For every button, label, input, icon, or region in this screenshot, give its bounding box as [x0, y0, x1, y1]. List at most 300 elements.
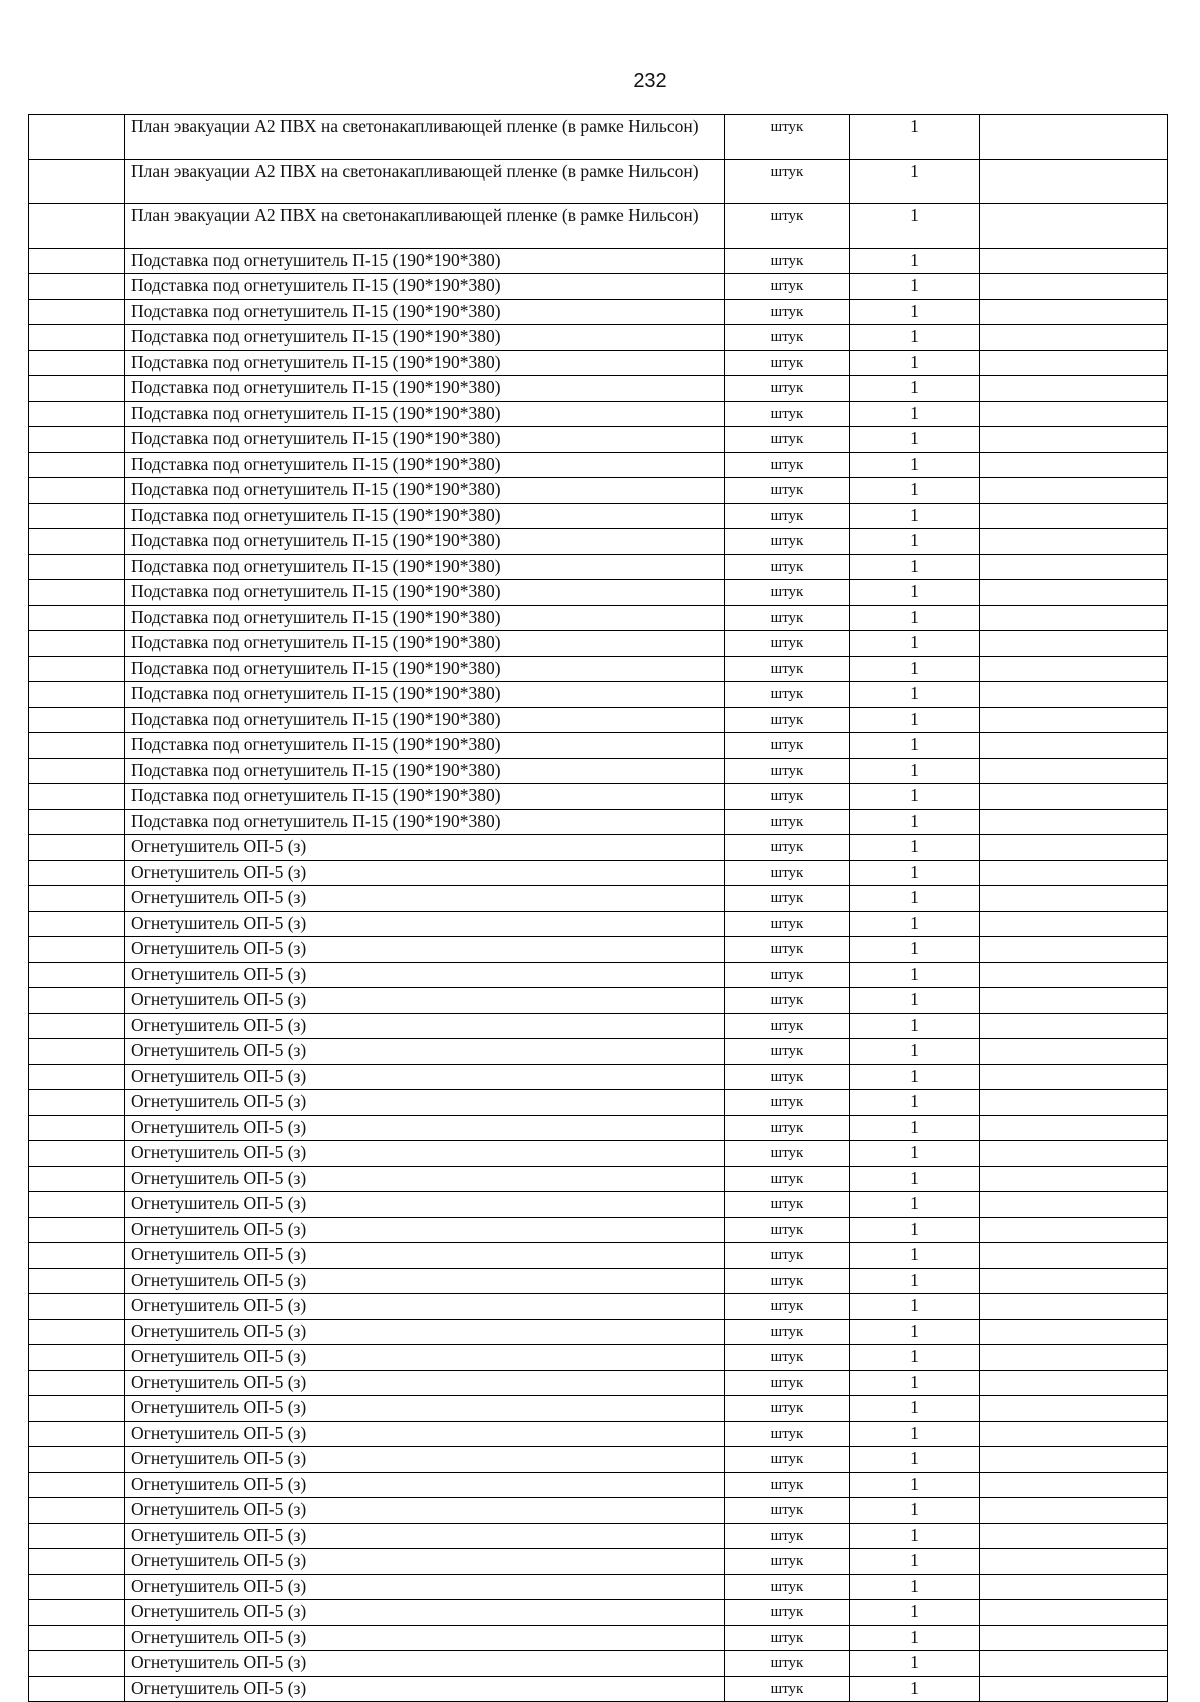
- note-cell: [980, 299, 1168, 325]
- quantity-cell: 1: [850, 605, 980, 631]
- unit-cell: штук: [725, 988, 850, 1014]
- table-row: [29, 1090, 1168, 1116]
- note-cell: [980, 427, 1168, 453]
- row-index-cell: [29, 1421, 125, 1447]
- quantity-cell: 1: [850, 478, 980, 504]
- unit-cell: штук: [725, 1370, 850, 1396]
- row-index-cell: [29, 631, 125, 657]
- note-cell: [980, 1217, 1168, 1243]
- row-index-cell: [29, 1600, 125, 1626]
- item-name-cell: Огнетушитель ОП-5 (з): [125, 937, 725, 963]
- row-index-cell: [29, 682, 125, 708]
- unit-cell: штук: [725, 605, 850, 631]
- item-name-cell: Подставка под огнетушитель П-15 (190*190*380): [125, 656, 725, 682]
- item-name-cell: Огнетушитель ОП-5 (з): [125, 962, 725, 988]
- note-cell: [980, 1498, 1168, 1524]
- item-name-cell: Подставка под огнетушитель П-15 (190*190*380): [125, 631, 725, 657]
- table-row: [29, 1472, 1168, 1498]
- item-name-cell: План эвакуации А2 ПВХ на светонакапливающей пленке (в рамке Нильсон): [125, 204, 725, 249]
- quantity-cell: 1: [850, 1039, 980, 1065]
- note-cell: [980, 682, 1168, 708]
- row-index-cell: [29, 1192, 125, 1218]
- unit-cell: штук: [725, 427, 850, 453]
- item-name-cell: Подставка под огнетушитель П-15 (190*190*380): [125, 707, 725, 733]
- row-index-cell: [29, 809, 125, 835]
- unit-cell: штук: [725, 1421, 850, 1447]
- quantity-cell: 1: [850, 401, 980, 427]
- quantity-cell: 1: [850, 299, 980, 325]
- table-row: [29, 733, 1168, 759]
- item-name-cell: Огнетушитель ОП-5 (з): [125, 1370, 725, 1396]
- unit-cell: штук: [725, 554, 850, 580]
- row-index-cell: [29, 1294, 125, 1320]
- item-name-cell: Подставка под огнетушитель П-15 (190*190*380): [125, 529, 725, 555]
- table-row: [29, 656, 1168, 682]
- note-cell: [980, 115, 1168, 160]
- note-cell: [980, 1243, 1168, 1269]
- table-row: [29, 1523, 1168, 1549]
- row-index-cell: [29, 115, 125, 160]
- quantity-cell: 1: [850, 529, 980, 555]
- item-name-cell: Огнетушитель ОП-5 (з): [125, 1166, 725, 1192]
- table-row: [29, 784, 1168, 810]
- table-row: [29, 1243, 1168, 1269]
- quantity-cell: 1: [850, 1676, 980, 1702]
- note-cell: [980, 1472, 1168, 1498]
- note-cell: [980, 707, 1168, 733]
- item-name-cell: Огнетушитель ОП-5 (з): [125, 911, 725, 937]
- unit-cell: штук: [725, 835, 850, 861]
- item-name-cell: Огнетушитель ОП-5 (з): [125, 1217, 725, 1243]
- quantity-cell: 1: [850, 503, 980, 529]
- unit-cell: штук: [725, 631, 850, 657]
- quantity-cell: 1: [850, 1090, 980, 1116]
- note-cell: [980, 1115, 1168, 1141]
- quantity-cell: 1: [850, 1319, 980, 1345]
- unit-cell: штук: [725, 159, 850, 204]
- table-row: [29, 886, 1168, 912]
- row-index-cell: [29, 580, 125, 606]
- row-index-cell: [29, 733, 125, 759]
- note-cell: [980, 554, 1168, 580]
- table-row: [29, 1064, 1168, 1090]
- table-row: [29, 1447, 1168, 1473]
- note-cell: [980, 1268, 1168, 1294]
- row-index-cell: [29, 962, 125, 988]
- item-name-cell: Подставка под огнетушитель П-15 (190*190*380): [125, 580, 725, 606]
- row-index-cell: [29, 1549, 125, 1575]
- item-name-cell: Огнетушитель ОП-5 (з): [125, 988, 725, 1014]
- item-name-cell: Огнетушитель ОП-5 (з): [125, 1115, 725, 1141]
- table-row: [29, 1039, 1168, 1065]
- table-row: [29, 1498, 1168, 1524]
- item-name-cell: Огнетушитель ОП-5 (з): [125, 1064, 725, 1090]
- unit-cell: штук: [725, 962, 850, 988]
- row-index-cell: [29, 911, 125, 937]
- row-index-cell: [29, 835, 125, 861]
- quantity-cell: 1: [850, 248, 980, 274]
- unit-cell: штук: [725, 911, 850, 937]
- unit-cell: штук: [725, 1319, 850, 1345]
- quantity-cell: 1: [850, 1600, 980, 1626]
- note-cell: [980, 274, 1168, 300]
- unit-cell: штук: [725, 1141, 850, 1167]
- quantity-cell: 1: [850, 1294, 980, 1320]
- item-name-cell: Огнетушитель ОП-5 (з): [125, 1345, 725, 1371]
- unit-cell: штук: [725, 274, 850, 300]
- quantity-cell: 1: [850, 1141, 980, 1167]
- row-index-cell: [29, 937, 125, 963]
- row-index-cell: [29, 554, 125, 580]
- note-cell: [980, 886, 1168, 912]
- quantity-cell: 1: [850, 204, 980, 249]
- quantity-cell: 1: [850, 427, 980, 453]
- note-cell: [980, 1090, 1168, 1116]
- table-row: [29, 1396, 1168, 1422]
- quantity-cell: 1: [850, 631, 980, 657]
- item-name-cell: Подставка под огнетушитель П-15 (190*190*380): [125, 376, 725, 402]
- item-name-cell: Подставка под огнетушитель П-15 (190*190*380): [125, 325, 725, 351]
- item-name-cell: Подставка под огнетушитель П-15 (190*190*380): [125, 248, 725, 274]
- quantity-cell: 1: [850, 1396, 980, 1422]
- table-row: [29, 401, 1168, 427]
- row-index-cell: [29, 1574, 125, 1600]
- row-index-cell: [29, 1345, 125, 1371]
- note-cell: [980, 758, 1168, 784]
- table-row: [29, 1421, 1168, 1447]
- note-cell: [980, 350, 1168, 376]
- row-index-cell: [29, 605, 125, 631]
- unit-cell: штук: [725, 1345, 850, 1371]
- item-name-cell: Огнетушитель ОП-5 (з): [125, 1498, 725, 1524]
- table-row: [29, 682, 1168, 708]
- row-index-cell: [29, 1243, 125, 1269]
- note-cell: [980, 1166, 1168, 1192]
- unit-cell: штук: [725, 376, 850, 402]
- unit-cell: штук: [725, 1166, 850, 1192]
- table-row: [29, 115, 1168, 160]
- item-name-cell: Огнетушитель ОП-5 (з): [125, 1192, 725, 1218]
- item-name-cell: План эвакуации А2 ПВХ на светонакапливающей пленке (в рамке Нильсон): [125, 159, 725, 204]
- quantity-cell: 1: [850, 115, 980, 160]
- item-name-cell: Подставка под огнетушитель П-15 (190*190*380): [125, 733, 725, 759]
- quantity-cell: 1: [850, 937, 980, 963]
- quantity-cell: 1: [850, 911, 980, 937]
- item-name-cell: Огнетушитель ОП-5 (з): [125, 1268, 725, 1294]
- table-row: [29, 1115, 1168, 1141]
- quantity-cell: 1: [850, 1549, 980, 1575]
- table-row: [29, 159, 1168, 204]
- table-row: [29, 299, 1168, 325]
- table-row: [29, 1600, 1168, 1626]
- row-index-cell: [29, 478, 125, 504]
- row-index-cell: [29, 1370, 125, 1396]
- quantity-cell: 1: [850, 1192, 980, 1218]
- item-name-cell: Подставка под огнетушитель П-15 (190*190*380): [125, 452, 725, 478]
- note-cell: [980, 1549, 1168, 1575]
- quantity-cell: 1: [850, 1268, 980, 1294]
- quantity-cell: 1: [850, 554, 980, 580]
- unit-cell: штук: [725, 682, 850, 708]
- quantity-cell: 1: [850, 835, 980, 861]
- row-index-cell: [29, 427, 125, 453]
- unit-cell: штук: [725, 1447, 850, 1473]
- row-index-cell: [29, 299, 125, 325]
- quantity-cell: 1: [850, 1064, 980, 1090]
- item-name-cell: Огнетушитель ОП-5 (з): [125, 1396, 725, 1422]
- note-cell: [980, 1447, 1168, 1473]
- note-cell: [980, 325, 1168, 351]
- table-row: [29, 1319, 1168, 1345]
- table-row: [29, 452, 1168, 478]
- unit-cell: штук: [725, 1498, 850, 1524]
- quantity-cell: 1: [850, 886, 980, 912]
- unit-cell: штук: [725, 1294, 850, 1320]
- note-cell: [980, 1039, 1168, 1065]
- item-name-cell: Подставка под огнетушитель П-15 (190*190*380): [125, 427, 725, 453]
- row-index-cell: [29, 529, 125, 555]
- unit-cell: штук: [725, 1600, 850, 1626]
- item-name-cell: Подставка под огнетушитель П-15 (190*190*380): [125, 503, 725, 529]
- row-index-cell: [29, 376, 125, 402]
- note-cell: [980, 1574, 1168, 1600]
- quantity-cell: 1: [850, 1115, 980, 1141]
- item-name-cell: Огнетушитель ОП-5 (з): [125, 1013, 725, 1039]
- table-row: [29, 1217, 1168, 1243]
- unit-cell: штук: [725, 1472, 850, 1498]
- table-row: [29, 835, 1168, 861]
- table-row: [29, 529, 1168, 555]
- table-row: [29, 937, 1168, 963]
- unit-cell: штук: [725, 1013, 850, 1039]
- quantity-cell: 1: [850, 159, 980, 204]
- item-name-cell: Огнетушитель ОП-5 (з): [125, 1319, 725, 1345]
- row-index-cell: [29, 707, 125, 733]
- item-name-cell: Огнетушитель ОП-5 (з): [125, 835, 725, 861]
- table-row: [29, 274, 1168, 300]
- table-row: [29, 1370, 1168, 1396]
- note-cell: [980, 1141, 1168, 1167]
- row-index-cell: [29, 248, 125, 274]
- quantity-cell: 1: [850, 1651, 980, 1677]
- table-row: [29, 860, 1168, 886]
- item-name-cell: Огнетушитель ОП-5 (з): [125, 1651, 725, 1677]
- quantity-cell: 1: [850, 325, 980, 351]
- unit-cell: штук: [725, 204, 850, 249]
- table-row: [29, 376, 1168, 402]
- unit-cell: штук: [725, 1243, 850, 1269]
- row-index-cell: [29, 1090, 125, 1116]
- quantity-cell: 1: [850, 376, 980, 402]
- item-name-cell: Огнетушитель ОП-5 (з): [125, 860, 725, 886]
- table-row: [29, 758, 1168, 784]
- quantity-cell: 1: [850, 962, 980, 988]
- unit-cell: штук: [725, 809, 850, 835]
- unit-cell: штук: [725, 350, 850, 376]
- quantity-cell: 1: [850, 1345, 980, 1371]
- quantity-cell: 1: [850, 1217, 980, 1243]
- row-index-cell: [29, 325, 125, 351]
- row-index-cell: [29, 1217, 125, 1243]
- row-index-cell: [29, 452, 125, 478]
- row-index-cell: [29, 656, 125, 682]
- unit-cell: штук: [725, 1192, 850, 1218]
- table-row: [29, 962, 1168, 988]
- unit-cell: штук: [725, 1676, 850, 1702]
- inventory-table-body: [29, 115, 1168, 1702]
- note-cell: [980, 605, 1168, 631]
- item-name-cell: Огнетушитель ОП-5 (з): [125, 1600, 725, 1626]
- table-row: [29, 1574, 1168, 1600]
- table-row: [29, 350, 1168, 376]
- note-cell: [980, 503, 1168, 529]
- note-cell: [980, 809, 1168, 835]
- unit-cell: штук: [725, 325, 850, 351]
- note-cell: [980, 159, 1168, 204]
- item-name-cell: Подставка под огнетушитель П-15 (190*190*380): [125, 605, 725, 631]
- item-name-cell: Подставка под огнетушитель П-15 (190*190*380): [125, 758, 725, 784]
- table-row: [29, 988, 1168, 1014]
- quantity-cell: 1: [850, 1166, 980, 1192]
- item-name-cell: Подставка под огнетушитель П-15 (190*190*380): [125, 784, 725, 810]
- item-name-cell: Подставка под огнетушитель П-15 (190*190*380): [125, 682, 725, 708]
- item-name-cell: Огнетушитель ОП-5 (з): [125, 1676, 725, 1702]
- note-cell: [980, 248, 1168, 274]
- quantity-cell: 1: [850, 682, 980, 708]
- item-name-cell: Огнетушитель ОП-5 (з): [125, 1421, 725, 1447]
- table-row: [29, 554, 1168, 580]
- unit-cell: штук: [725, 656, 850, 682]
- quantity-cell: 1: [850, 350, 980, 376]
- table-row: [29, 248, 1168, 274]
- inventory-table: [28, 114, 1168, 1702]
- unit-cell: штук: [725, 1396, 850, 1422]
- row-index-cell: [29, 758, 125, 784]
- note-cell: [980, 860, 1168, 886]
- note-cell: [980, 1345, 1168, 1371]
- row-index-cell: [29, 1166, 125, 1192]
- row-index-cell: [29, 1141, 125, 1167]
- table-row: [29, 1268, 1168, 1294]
- unit-cell: штук: [725, 1523, 850, 1549]
- quantity-cell: 1: [850, 758, 980, 784]
- item-name-cell: Огнетушитель ОП-5 (з): [125, 1447, 725, 1473]
- note-cell: [980, 1013, 1168, 1039]
- row-index-cell: [29, 1039, 125, 1065]
- note-cell: [980, 1676, 1168, 1702]
- note-cell: [980, 962, 1168, 988]
- quantity-cell: 1: [850, 1472, 980, 1498]
- table-row: [29, 1166, 1168, 1192]
- item-name-cell: План эвакуации А2 ПВХ на светонакапливающей пленке (в рамке Нильсон): [125, 115, 725, 160]
- unit-cell: штук: [725, 860, 850, 886]
- note-cell: [980, 911, 1168, 937]
- quantity-cell: 1: [850, 784, 980, 810]
- unit-cell: штук: [725, 1625, 850, 1651]
- item-name-cell: Огнетушитель ОП-5 (з): [125, 1141, 725, 1167]
- table-row: [29, 1651, 1168, 1677]
- note-cell: [980, 452, 1168, 478]
- note-cell: [980, 580, 1168, 606]
- unit-cell: штук: [725, 1268, 850, 1294]
- note-cell: [980, 401, 1168, 427]
- row-index-cell: [29, 159, 125, 204]
- unit-cell: штук: [725, 529, 850, 555]
- quantity-cell: 1: [850, 707, 980, 733]
- note-cell: [980, 529, 1168, 555]
- unit-cell: штук: [725, 401, 850, 427]
- row-index-cell: [29, 886, 125, 912]
- table-row: [29, 427, 1168, 453]
- item-name-cell: Подставка под огнетушитель П-15 (190*190*380): [125, 809, 725, 835]
- row-index-cell: [29, 1498, 125, 1524]
- unit-cell: штук: [725, 937, 850, 963]
- quantity-cell: 1: [850, 1370, 980, 1396]
- table-row: [29, 1294, 1168, 1320]
- item-name-cell: Огнетушитель ОП-5 (з): [125, 1039, 725, 1065]
- unit-cell: штук: [725, 452, 850, 478]
- note-cell: [980, 204, 1168, 249]
- unit-cell: штук: [725, 580, 850, 606]
- unit-cell: штук: [725, 1090, 850, 1116]
- row-index-cell: [29, 1013, 125, 1039]
- quantity-cell: 1: [850, 1498, 980, 1524]
- table-row: [29, 204, 1168, 249]
- unit-cell: штук: [725, 1115, 850, 1141]
- row-index-cell: [29, 784, 125, 810]
- unit-cell: штук: [725, 503, 850, 529]
- table-row: [29, 1549, 1168, 1575]
- quantity-cell: 1: [850, 1243, 980, 1269]
- note-cell: [980, 1064, 1168, 1090]
- row-index-cell: [29, 350, 125, 376]
- item-name-cell: Огнетушитель ОП-5 (з): [125, 1472, 725, 1498]
- table-row: [29, 1676, 1168, 1702]
- table-row: [29, 1141, 1168, 1167]
- table-row: [29, 1345, 1168, 1371]
- item-name-cell: Подставка под огнетушитель П-15 (190*190*380): [125, 299, 725, 325]
- quantity-cell: 1: [850, 274, 980, 300]
- row-index-cell: [29, 1064, 125, 1090]
- row-index-cell: [29, 204, 125, 249]
- row-index-cell: [29, 1268, 125, 1294]
- item-name-cell: Подставка под огнетушитель П-15 (190*190*380): [125, 274, 725, 300]
- item-name-cell: Подставка под огнетушитель П-15 (190*190*380): [125, 554, 725, 580]
- unit-cell: штук: [725, 299, 850, 325]
- row-index-cell: [29, 1472, 125, 1498]
- quantity-cell: 1: [850, 1625, 980, 1651]
- unit-cell: штук: [725, 115, 850, 160]
- note-cell: [980, 1294, 1168, 1320]
- note-cell: [980, 1625, 1168, 1651]
- item-name-cell: Огнетушитель ОП-5 (з): [125, 886, 725, 912]
- table-row: [29, 580, 1168, 606]
- quantity-cell: 1: [850, 1523, 980, 1549]
- quantity-cell: 1: [850, 733, 980, 759]
- note-cell: [980, 784, 1168, 810]
- table-row: [29, 707, 1168, 733]
- item-name-cell: Огнетушитель ОП-5 (з): [125, 1625, 725, 1651]
- table-row: [29, 809, 1168, 835]
- row-index-cell: [29, 1676, 125, 1702]
- row-index-cell: [29, 1319, 125, 1345]
- item-name-cell: Огнетушитель ОП-5 (з): [125, 1523, 725, 1549]
- note-cell: [980, 988, 1168, 1014]
- unit-cell: штук: [725, 1549, 850, 1575]
- table-row: [29, 631, 1168, 657]
- table-row: [29, 911, 1168, 937]
- item-name-cell: Подставка под огнетушитель П-15 (190*190*380): [125, 350, 725, 376]
